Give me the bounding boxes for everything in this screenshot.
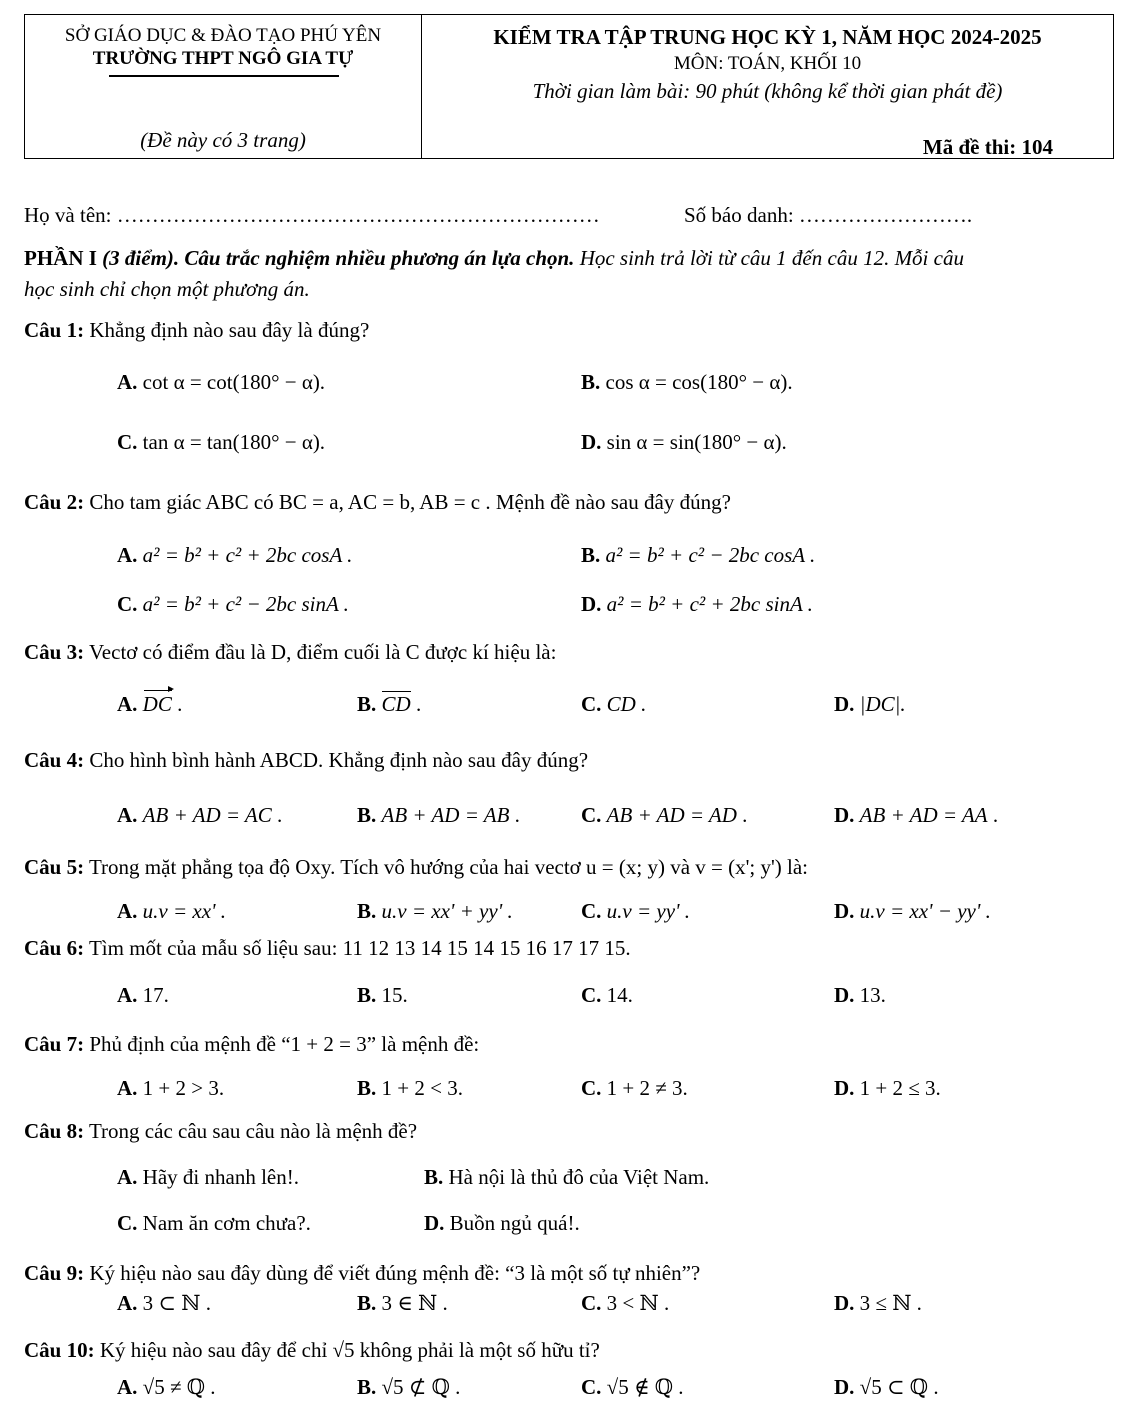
q10-option-d[interactable]: D. √5 ⊂ ℚ .: [834, 1375, 939, 1399]
q7-option-d[interactable]: D. 1 + 2 ≤ 3.: [834, 1076, 941, 1100]
part1-instruction-2: học sinh chỉ chọn một phương án.: [24, 277, 310, 301]
q2-option-a[interactable]: A. a² = b² + c² + 2bc cosA .: [117, 543, 353, 567]
student-id-line: [684, 203, 972, 228]
question-text: Trong mặt phẳng tọa độ Oxy. Tích vô hướng của hai vectơ u = (x; y) và v = (x'; y') là:: [88, 855, 808, 879]
q5-option-a[interactable]: A. u.v = xx' .: [117, 899, 227, 923]
question-label: Câu 7:: [24, 1032, 85, 1056]
question-text: Cho hình bình hành ABCD. Khẳng định nào sau đây đúng?: [89, 748, 589, 772]
exam-time: Thời gian làm bài: 90 phút (không kể thời gian phát đề): [532, 79, 1003, 103]
question-text: Phủ định của mệnh đề “1 + 2 = 3” là mệnh đề:: [89, 1032, 480, 1056]
q5-option-b[interactable]: B. u.v = xx' + yy' .: [357, 899, 513, 923]
q7-option-b[interactable]: B. 1 + 2 < 3.: [357, 1076, 463, 1100]
question-label: Câu 4:: [24, 748, 85, 772]
question-3: [24, 640, 556, 665]
q10-option-a[interactable]: A. √5 ≠ ℚ .: [117, 1375, 216, 1399]
q9-option-a[interactable]: A. 3 ⊂ ℕ .: [117, 1291, 211, 1315]
question-label: Câu 2:: [24, 490, 85, 514]
part1-title: PHẦN I: [24, 246, 97, 270]
q4-option-b[interactable]: B. AB + AD = AB .: [357, 803, 520, 827]
question-label: Câu 10:: [24, 1338, 95, 1362]
q3-option-c[interactable]: C. CD .: [581, 692, 647, 716]
q8-option-d[interactable]: D. Buồn ngủ quá!.: [424, 1211, 580, 1235]
question-text: Cho tam giác ABC có BC = a, AC = b, AB = c . Mệnh đề nào sau đây đúng?: [89, 490, 731, 514]
question-9: [24, 1261, 700, 1286]
header-right: [422, 15, 1113, 158]
q8-option-c[interactable]: C. Nam ăn cơm chưa?.: [117, 1211, 311, 1235]
question-4: [24, 748, 588, 773]
part1-points: (3 điểm). Câu trắc nghiệm nhiều phương án lựa chọn.: [102, 246, 575, 270]
exam-subject: MÔN: TOÁN, KHỐI 10: [673, 53, 862, 74]
q3-option-a[interactable]: A. DC .: [117, 692, 183, 716]
student-id-label: Số báo danh: …………………….: [684, 203, 973, 227]
q10-option-c[interactable]: C. √5 ∉ ℚ .: [581, 1375, 684, 1399]
q9-option-c[interactable]: C. 3 < ℕ .: [581, 1291, 670, 1315]
q2-option-b[interactable]: B. a² = b² + c² − 2bc cosA .: [581, 543, 816, 567]
q5-option-c[interactable]: C. u.v = yy' .: [581, 899, 691, 923]
exam-header: [24, 14, 1114, 159]
question-label: Câu 8:: [24, 1119, 85, 1143]
question-label: Câu 3:: [24, 640, 85, 664]
q7-option-c[interactable]: C. 1 + 2 ≠ 3.: [581, 1076, 688, 1100]
question-6: [24, 936, 631, 961]
part1-heading: [24, 246, 964, 271]
question-text: Tìm mốt của mẫu số liệu sau: 11 12 13 14 15 14 15 16 17 17 15.: [88, 936, 631, 960]
student-name-line: [24, 203, 600, 228]
question-label: Câu 6:: [24, 936, 85, 960]
q2-option-c[interactable]: C. a² = b² + c² − 2bc sinA .: [117, 592, 349, 616]
q3-option-d[interactable]: D. |DC|.: [834, 692, 906, 716]
q6-option-c[interactable]: C. 14.: [581, 983, 633, 1007]
q3-option-b[interactable]: B. CD .: [357, 692, 422, 716]
question-2: [24, 490, 731, 515]
question-1: [24, 318, 369, 343]
q1-option-a[interactable]: A. cot α = cot(180° − α).: [117, 370, 326, 394]
pages-note: (Đề này có 3 trang): [140, 128, 306, 152]
q7-option-a[interactable]: A. 1 + 2 > 3.: [117, 1076, 225, 1100]
student-name-label: Họ và tên: ……………………………………………………………: [24, 203, 600, 227]
q6-option-a[interactable]: A. 17.: [117, 983, 169, 1007]
question-7: [24, 1032, 479, 1057]
q1-option-b[interactable]: B. cos α = cos(180° − α).: [581, 370, 793, 394]
part1-instruction-1: Học sinh trả lời từ câu 1 đến câu 12. Mỗi câu: [579, 246, 964, 270]
exam-code: Mã đề thi: 104: [922, 135, 1053, 159]
question-text: Ký hiệu nào sau đây để chỉ √5 không phải là một số hữu tỉ?: [99, 1338, 600, 1362]
question-label: Câu 5:: [24, 855, 85, 879]
q8-option-b[interactable]: B. Hà nội là thủ đô của Việt Nam.: [424, 1165, 710, 1189]
q10-option-b[interactable]: B. √5 ⊄ ℚ .: [357, 1375, 461, 1399]
q2-option-d[interactable]: D. a² = b² + c² + 2bc sinA .: [581, 592, 813, 616]
q6-option-d[interactable]: D. 13.: [834, 983, 886, 1007]
school-name: TRƯỜNG THPT NGÔ GIA TỰ: [92, 48, 354, 69]
question-label: Câu 1:: [24, 318, 85, 342]
header-left: [25, 15, 422, 158]
question-5: [24, 855, 808, 880]
q1-option-c[interactable]: C. tan α = tan(180° − α).: [117, 430, 326, 454]
question-text: Trong các câu sau câu nào là mệnh đề?: [88, 1119, 418, 1143]
q4-option-a[interactable]: A. AB + AD = AC .: [117, 803, 283, 827]
question-text: Vectơ có điểm đầu là D, điểm cuối là C được kí hiệu là:: [88, 640, 557, 664]
q1-option-d[interactable]: D. sin α = sin(180° − α).: [581, 430, 787, 454]
q9-option-b[interactable]: B. 3 ∈ ℕ .: [357, 1291, 448, 1315]
q4-option-d[interactable]: D. AB + AD = AA .: [834, 803, 999, 827]
school-underline: [109, 75, 339, 77]
exam-title: KIỂM TRA TẬP TRUNG HỌC KỲ 1, NĂM HỌC 2024-2025: [493, 25, 1042, 49]
q5-option-d[interactable]: D. u.v = xx' − yy' .: [834, 899, 991, 923]
q8-option-a[interactable]: A. Hãy đi nhanh lên!.: [117, 1165, 299, 1189]
question-8: [24, 1119, 417, 1144]
question-text: Ký hiệu nào sau đây dùng để viết đúng mệnh đề: “3 là một số tự nhiên”?: [89, 1261, 701, 1285]
q4-option-c[interactable]: C. AB + AD = AD .: [581, 803, 748, 827]
question-text: Khẳng định nào sau đây là đúng?: [89, 318, 370, 342]
q9-option-d[interactable]: D. 3 ≤ ℕ .: [834, 1291, 922, 1315]
question-label: Câu 9:: [24, 1261, 85, 1285]
q6-option-b[interactable]: B. 15.: [357, 983, 408, 1007]
department-name: SỞ GIÁO DỤC & ĐÀO TẠO PHÚ YÊN: [64, 25, 382, 46]
question-10: [24, 1338, 600, 1363]
